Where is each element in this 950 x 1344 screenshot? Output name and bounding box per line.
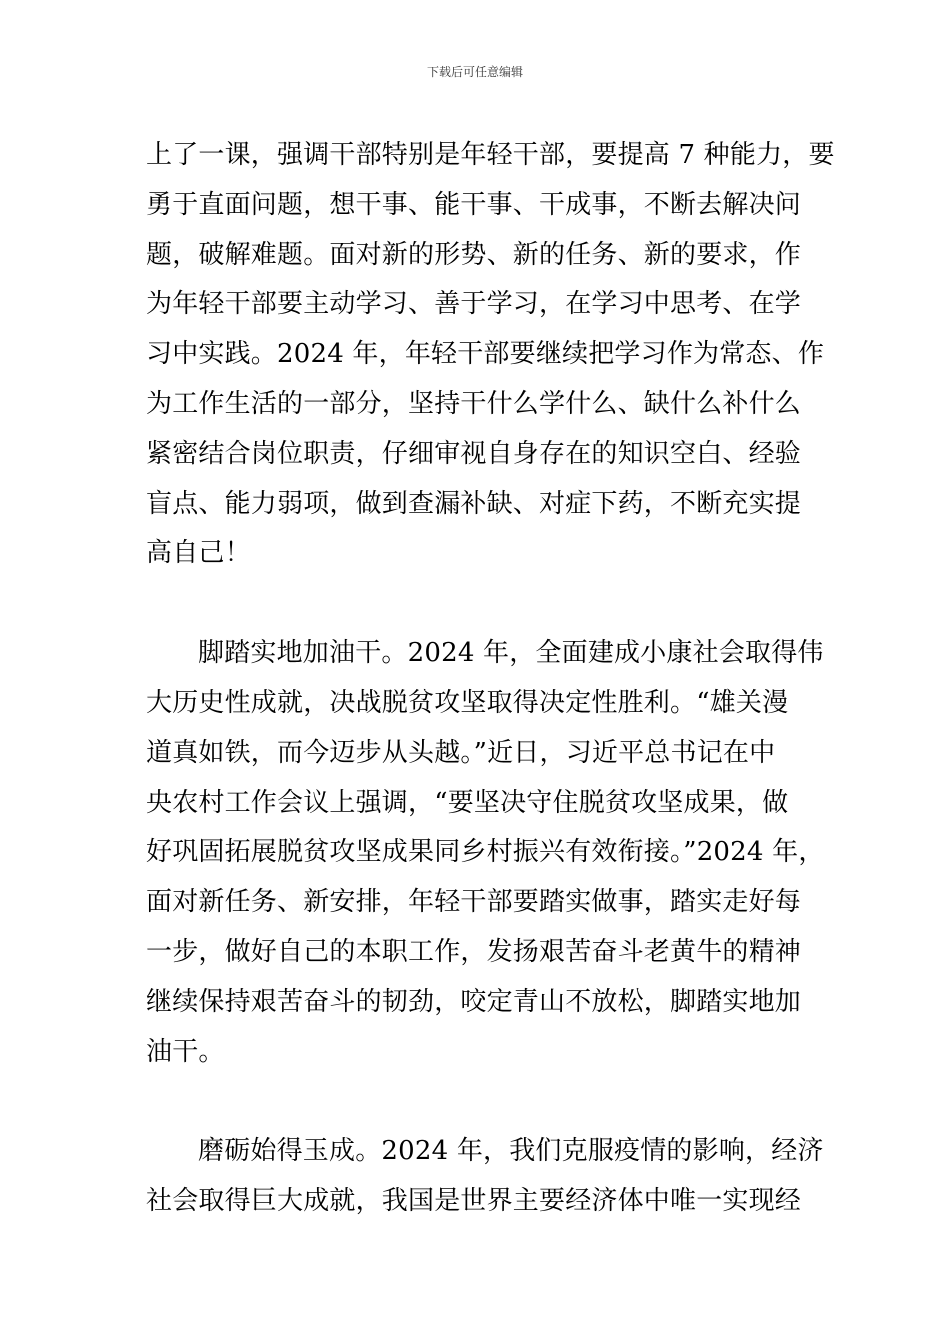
text-line: 央农村工作会议上强调，“要坚决守住脱贫攻坚成果，做 (146, 787, 789, 818)
text-line: 勇于直面问题，想干事、能干事、干成事，不断去解决问 (146, 189, 802, 220)
text-line: 道真如铁，而今迈步从头越。”近日，习近平总书记在中 (146, 737, 776, 768)
page-header: 下载后可任意编辑 (426, 65, 523, 79)
paragraph-2 (146, 629, 825, 1077)
text-line: 磨砺始得玉成。2024 年，我们克服疫情的影响，经济 (198, 1136, 824, 1167)
text-line: 社会取得巨大成就，我国是世界主要经济体中唯一实现经 (146, 1186, 802, 1217)
paragraph-1 (146, 131, 835, 579)
text-line: 盲点、能力弱项，做到查漏补缺、对症下药，不断充实提 (146, 488, 802, 519)
text-line: 一步，做好自己的本职工作，发扬艰苦奋斗老黄牛的精神 (146, 936, 802, 967)
text-line: 为年轻干部要主动学习、善于学习，在学习中思考、在学 (146, 289, 802, 320)
text-line: 面对新任务、新安排，年轻干部要踏实做事，踏实走好每 (146, 887, 802, 918)
paragraph-spacer (146, 1077, 806, 1127)
text-line: 紧密结合岗位职责，仔细审视自身存在的知识空白、经验 (146, 438, 802, 469)
text-line: 脚踏实地加油干。2024 年，全面建成小康社会取得伟 (198, 638, 824, 669)
text-line: 题，破解难题。面对新的形势、新的任务、新的要求，作 (146, 239, 802, 270)
paragraph-spacer (146, 579, 806, 629)
text-line: 习中实践。2024 年，年轻干部要继续把学习作为常态、作 (146, 339, 825, 370)
paragraph-3 (146, 1127, 824, 1227)
text-line: 油干。 (146, 1036, 225, 1067)
text-line: 上了一课，强调干部特别是年轻干部，要提高 7 种能力，要 (146, 140, 835, 170)
text-line: 为工作生活的一部分，坚持干什么学什么、缺什么补什么 (146, 388, 802, 419)
document-body (146, 131, 835, 1227)
text-line: 好巩固拓展脱贫攻坚成果同乡村振兴有效衔接。”2024 年， (146, 837, 825, 868)
text-line: 高自己！ (146, 538, 251, 569)
text-line: 大历史性成就，决战脱贫攻坚取得决定性胜利。“雄关漫 (146, 687, 789, 718)
text-line: 继续保持艰苦奋斗的韧劲，咬定青山不放松，脚踏实地加 (146, 986, 802, 1017)
